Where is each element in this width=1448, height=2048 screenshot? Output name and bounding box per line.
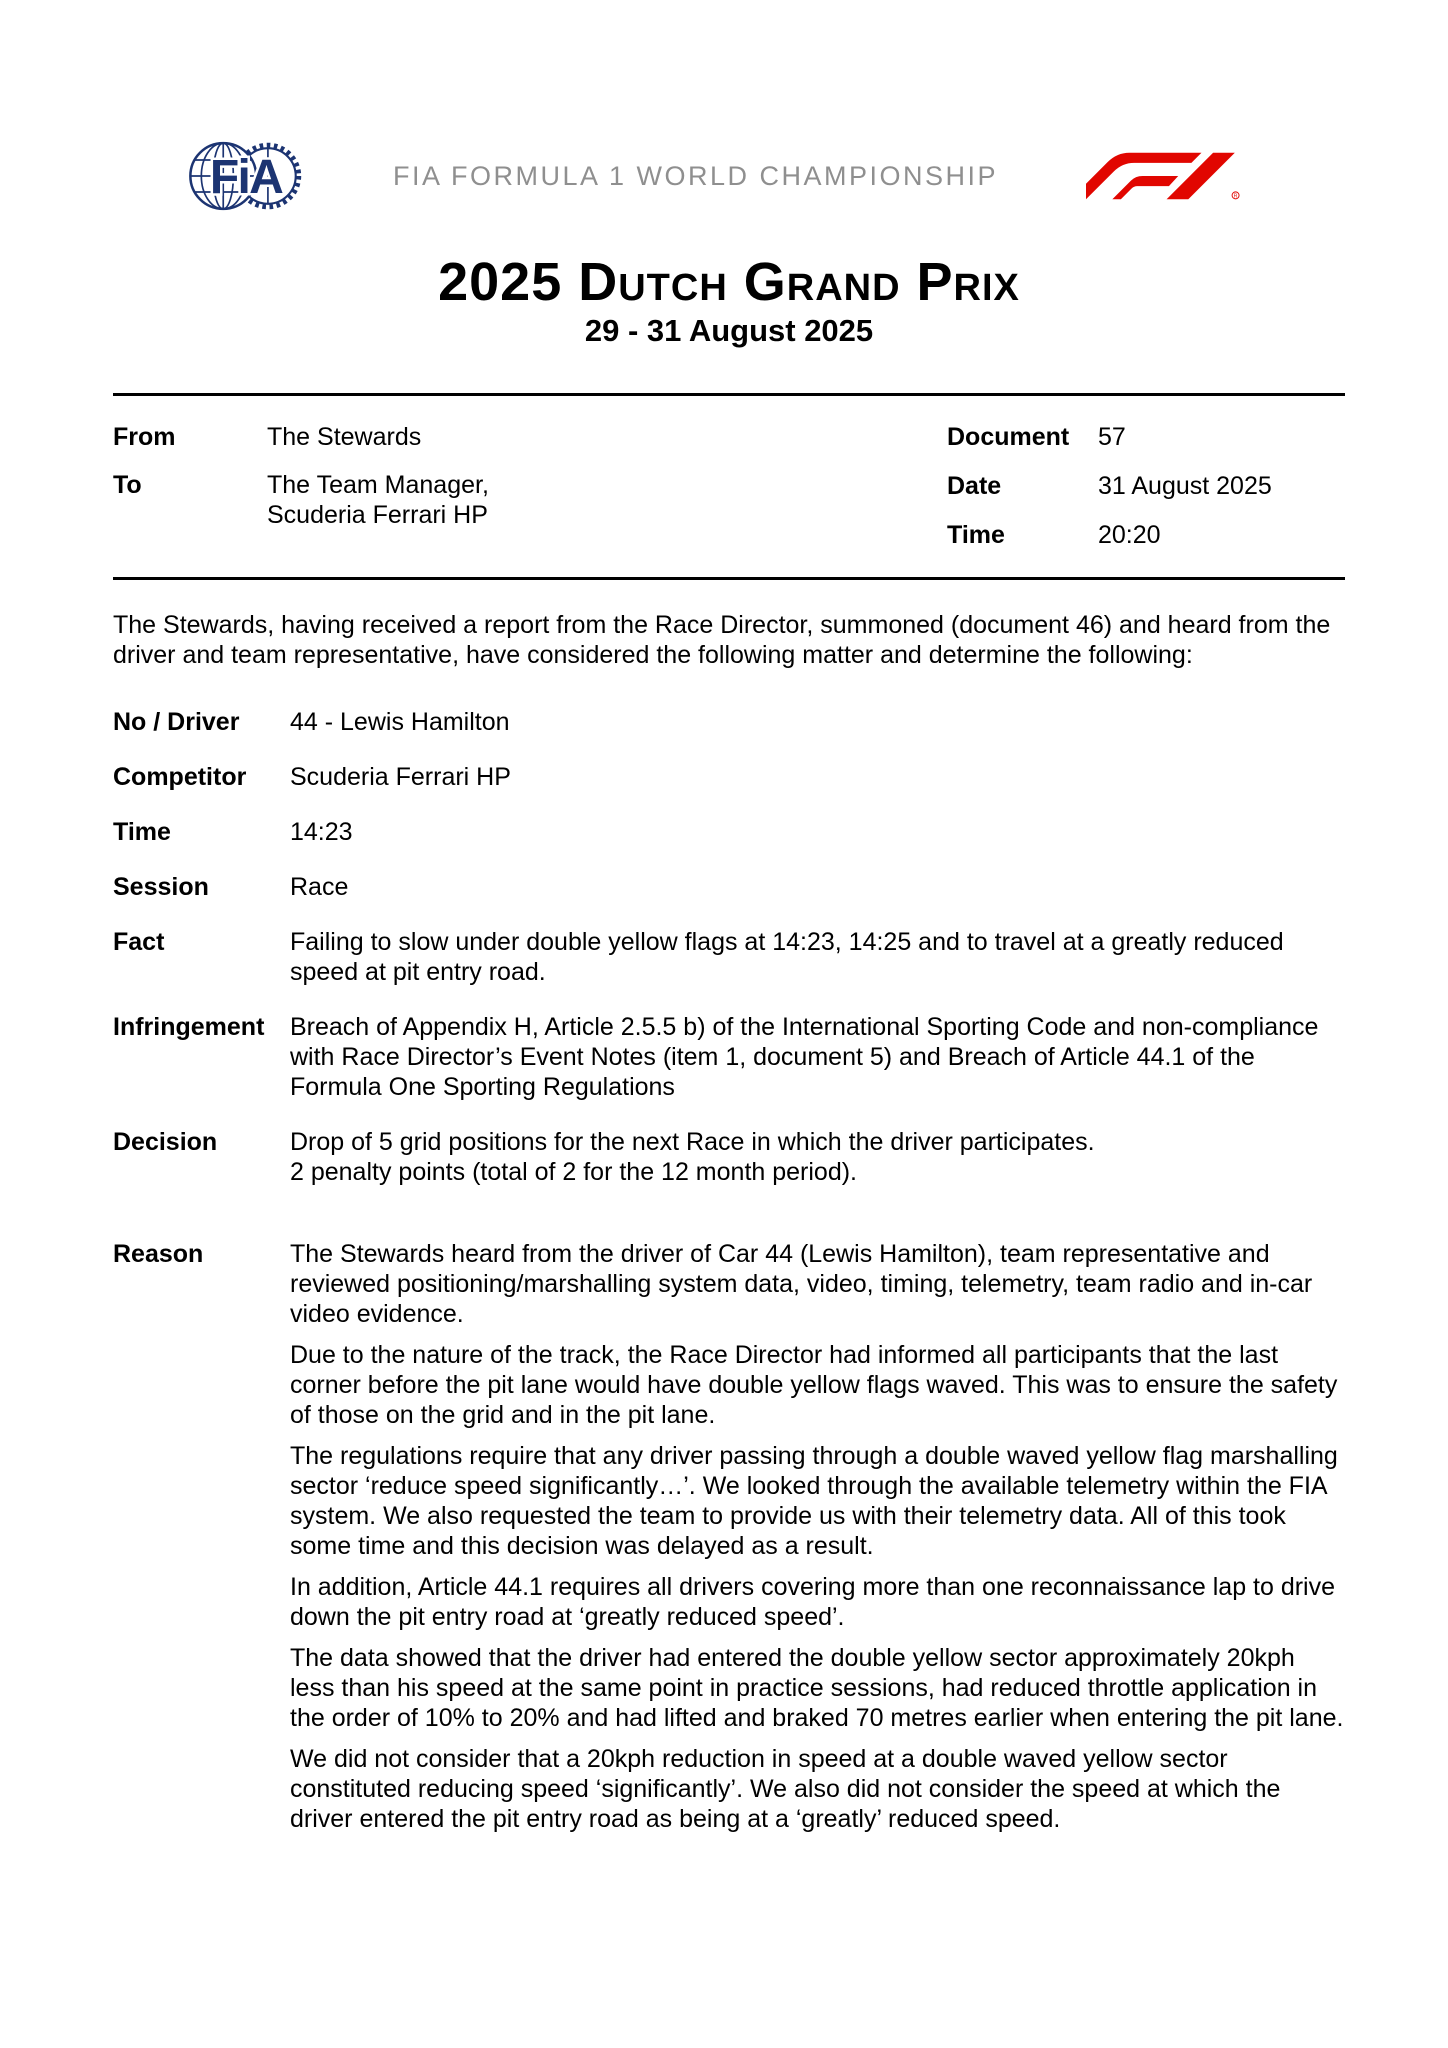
meta-left-column [113,422,947,550]
field-row-competitor [113,762,1345,792]
time-label: Time [947,521,1005,549]
reason-paragraph-4: In addition, Article 44.1 requires all drivers covering more than one reconnaissance lap to drive down the pit entry road at ‘greatly reduced speed’. [290,1573,1336,1631]
reason-paragraph-2: Due to the nature of the track, the Race Director had informed all participants that the last corner before the pit lane would have double yellow flags waved. This was to ensure the safety of those on the grid and in the pit lane. [290,1341,1338,1429]
date-label: Date [947,472,1002,500]
fia-logo [187,133,305,219]
document-value: 57 [1098,423,1126,451]
fact-value: Failing to slow under double yellow flags at 14:23, 14:25 and to travel at a greatly reduced speed at pit entry road. [290,928,1284,986]
infringement-label: Infringement [113,1013,265,1041]
meta-row-document [947,422,1345,452]
field-row-time [113,817,1345,847]
competitor-label: Competitor [113,763,247,791]
to-value-line2: Scuderia Ferrari HP [267,501,488,529]
field-row-fact [113,927,1345,987]
to-value-line1: The Team Manager, [267,471,489,499]
reason-paragraph-1: The Stewards heard from the driver of Car 44 (Lewis Hamilton), team representative and reviewed positioning/marshalling system data, video, timing, telemetry, team radio and in-car video evidence. [290,1240,1313,1328]
date-value: 31 August 2025 [1098,472,1272,500]
reason-paragraph-3: The regulations require that any driver passing through a double waved yellow flag marshalling sector ‘reduce speed significantly…’. We looked through the available telemetry within the FIA system. We also requested the team to provide us with their telemetry data. All of this took some time and this decision was delayed as a result. [290,1442,1338,1560]
field-row-infringement [113,1012,1345,1102]
reason-paragraph-5: The data showed that the driver had entered the double yellow sector approximately 20kph less than his speed at the same point in practice sessions, had reduced throttle application in the order of 10% to 20% and had lifted and braked 70 metres earlier when entering the pit lane. [290,1644,1344,1732]
to-label: To [113,471,142,499]
time-value: 20:20 [1098,521,1161,549]
case-fields [113,707,1345,1834]
reason-label: Reason [113,1240,204,1268]
championship-title: FIA FORMULA 1 WORLD CHAMPIONSHIP [392,160,999,191]
reason-value [290,1239,1345,1834]
decision-line2: 2 penalty points (total of 2 for the 12 month period). [290,1158,858,1186]
document-label: Document [947,423,1070,451]
fia-logo-text: FiA [209,150,283,204]
session-value: Race [290,873,349,901]
fact-label: Fact [113,928,165,956]
session-label: Session [113,873,209,901]
time-field-value: 14:23 [290,818,353,846]
from-value: The Stewards [267,423,422,451]
to-value [267,470,947,530]
meta-right-column [947,422,1345,550]
decision-label: Decision [113,1128,218,1156]
event-title: 2025 Dutch Grand Prix [438,252,1020,312]
meta-row-to [113,470,947,530]
field-row-no-driver [113,707,1345,737]
field-row-session [113,872,1345,902]
no-driver-label: No / Driver [113,708,240,736]
infringement-value: Breach of Appendix H, Article 2.5.5 b) of the International Sporting Code and non-compliance with Race Director’s Event Notes (item 1, document 5) and Breach of Article 44.1 of the Formula One Sporting Regulations [290,1013,1319,1101]
decision-line1: Drop of 5 grid positions for the next Race in which the driver participates. [290,1128,1095,1156]
meta-row-time [947,520,1345,550]
meta-row-from [113,422,947,452]
time-field-label: Time [113,818,171,846]
reason-paragraph-6: We did not consider that a 20kph reduction in speed at a double waved yellow sector constituted reducing speed ‘significantly’. We also did not consider the speed at which the driver entered the pit entry road as being at a ‘greatly’ reduced speed. [290,1745,1281,1833]
field-row-decision [113,1127,1345,1187]
intro-paragraph: The Stewards, having received a report from the Race Director, summoned (document 46) and heard from the driver and team representative, have considered the following matter and determine the following: [113,611,1331,669]
decision-value [290,1127,1345,1187]
competitor-value: Scuderia Ferrari HP [290,763,511,791]
svg-text:R: R [1233,193,1238,200]
event-dates: 29 - 31 August 2025 [584,313,874,348]
from-label: From [113,423,176,451]
no-driver-value: 44 - Lewis Hamilton [290,708,510,736]
masthead [113,133,1345,219]
f1-logo [1086,152,1241,200]
meta-row-date [947,471,1345,501]
meta-block [113,393,1345,580]
field-row-reason [113,1239,1345,1834]
